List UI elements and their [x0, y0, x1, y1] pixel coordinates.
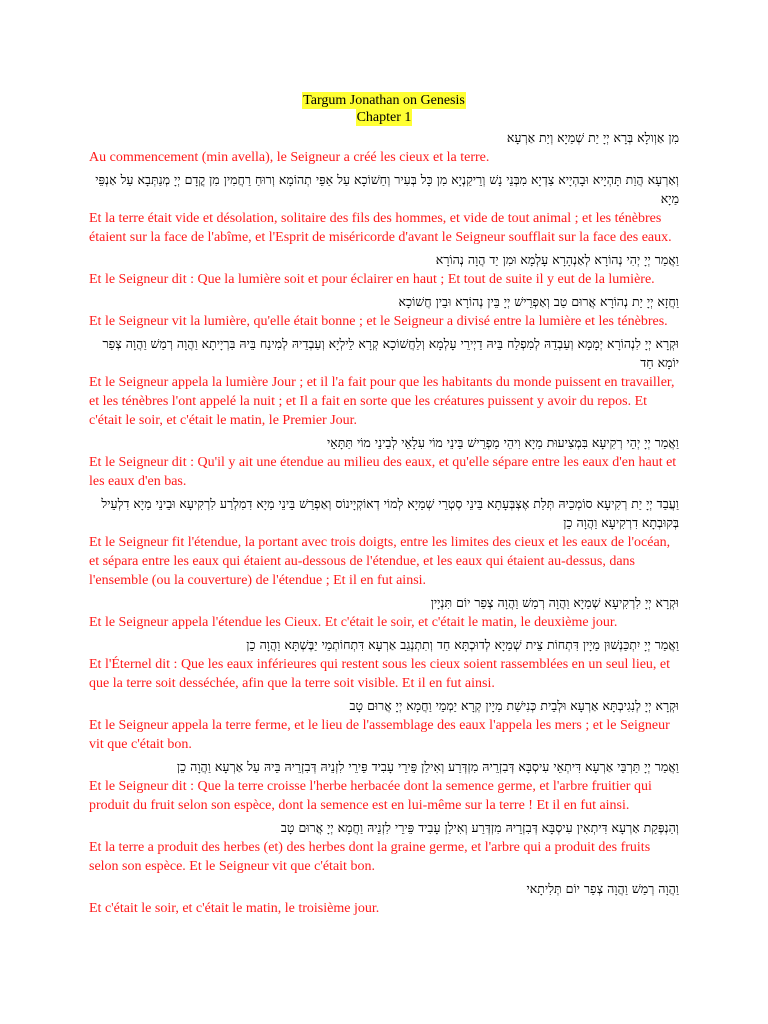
french-translation: Et le Seigneur fit l'étendue, la portant avec trois doigts, entre les limites des cieux et les eaux de l'océan, et sépara entre les eaux qui étaient au-dessous de l'étendue, et les eaux qui étaient au-dessus, dans l'ensemble (ou la couverture) de l'étendue ; Et il en fut ainsi. — [89, 535, 671, 588]
verse-11 — [89, 757, 679, 815]
french-translation: Et le Seigneur dit : Qu'il y ait une étendue au milieu des eaux, et qu'elle sépare entre les eaux d'en haut et les eaux d'en bas. — [89, 455, 677, 489]
verse-list — [89, 128, 679, 918]
verse-10 — [89, 696, 679, 754]
french-translation: Et l'Éternel dit : Que les eaux inférieures qui restent sous les cieux soient rassemblées en un seul lieu, et que la terre soit desséchée, afin que la terre soit visible. Et il en fut ainsi. — [89, 657, 671, 691]
aramaic-text: וַהֲוָה רְמַשׁ וַהֲוָה צְפַר יוֹם תְּלִיתָאי — [526, 881, 679, 896]
aramaic-text: וּקְרָא יְיָ לְנִגִיבְתָּא אַרְעָא וּלְבֵית כְּנִישַׁת מַיָין קְרָא יַמְמֵי וַחֲמָא יְיָ אֲרוּם טָב — [349, 698, 679, 713]
chapter-heading: Chapter 1 — [356, 110, 412, 125]
aramaic-text: וַאֲמַר יְיָ תַּרְבֵּי אַרְעָא דִּיתְאֵי עִיסְבָּא דְּבִזְרֵיהּ מִזְדְּרַע וְאִילַן פֵּירֵי עָבִיד פֵּירֵי לִזְנֵיהּ דְּבִזְרֵיהּ בֵּיהּ עַל אַרְעָא וַהֲוָה כֵן — [176, 759, 679, 774]
aramaic-text: מִן אַוְולָא בְּרָא יְיָ יַת שְׁמַיָא וְיַת אַרְעָא — [506, 130, 679, 145]
french-translation: Et le Seigneur dit : Que la lumière soit et pour éclairer en haut ; Et tout de suite il y eut de la lumière. — [89, 272, 655, 287]
verse-8 — [89, 593, 679, 632]
verse-4 — [89, 292, 679, 331]
aramaic-text: וַאֲמַר יְיָ יְהִי נְהוֹרָא לְאַנְהָרָא עָלְמָא וּמִן יַד הֲוָה נְהוֹרָא — [435, 252, 679, 267]
french-translation: Et la terre a produit des herbes (et) des herbes dont la graine germe, et l'arbre qui a produit des fruits selon son espèce. Et le Seigneur vit que c'était bon. — [89, 840, 651, 874]
document-page — [89, 92, 679, 921]
french-translation: Et le Seigneur dit : Que la terre croisse l'herbe herbacée dont la semence germe, et l'arbre fruitier qui produit du fruit selon son espèce, dont la semence est en lui-même sur la terre ! Et il en fut ainsi. — [89, 779, 652, 813]
verse-3 — [89, 250, 679, 289]
french-translation: Et le Seigneur appela la terre ferme, et le lieu de l'assemblage des eaux l'appela les mers ; et le Seigneur vit que c'était bon. — [89, 718, 670, 752]
french-translation: Et le Seigneur vit la lumière, qu'elle était bonne ; et le Seigneur a divisé entre la lumière et les ténèbres. — [89, 314, 668, 329]
aramaic-text: וַאֲמַר יְיָ יִתְכַּנְשׁוּן מַיָין דִּתְחוֹת צֵית שְׁמַיָא לְדוּכְתָּא חַד וְתִתְנְגֵב אַרְעָא דִּתְחוֹתְמֵי יַבֶּשְׁתָּא וַהֲוָה כֵן — [246, 637, 679, 652]
document-title: Targum Jonathan on Genesis — [303, 93, 465, 108]
verse-2 — [89, 170, 679, 247]
aramaic-text: וְאַרְעָא הֲוַת תָּהְיָיא וּבָהְיָיא צַדְיָא מִבְּנֵי נָשׁ וְרֵיקַנְיָא מִן כָּל בְּעִיר וְחַשׁוֹכָא עַל אַפֵּי תְהוֹמָא וְרוּחַ רַחֲמִין מִן קֳדָם יְיָ מְנַתְּבָא עַל אַנְפֵּי מַיָא — [95, 172, 679, 206]
french-translation: Au commencement (min avella), le Seigneur a créé les cieux et la terre. — [89, 150, 490, 165]
french-translation: Et c'était le soir, et c'était le matin, le troisième jour. — [89, 901, 380, 916]
aramaic-text: וַעֲבַד יְיָ יַת רְקִיעָא סוֹמְכֵיהּ תְּלַת אֶצְבְּעָתָא בֵּינֵי סְטְרֵי שְׁמַיָא לְמוֹי דְאוֹקְיָינוֹס וְאַפְרֵשׁ בֵּינֵי מַיָא דִמִלְרַע לִרְקִיעָא וּבֵינֵי מַיָא דִלְעֵיל בְּקוּבְתָא דִרְקִיעָא וַהֲוָה כֵן — [101, 496, 679, 530]
verse-7 — [89, 494, 679, 590]
aramaic-text: וּקְרָא יְיָ לִנְהוֹרָא יְמָמָא וְעַבְדֵהּ לְמִפְלַח בֵּיהּ דַיְירֵי עָלְמָא וְלַחֲשׁוֹכָא קְרָא לֵילְיָא וְעַבְדֵיהּ לְמִינַח בֵּיהּ בִּרְיָיתָא וַהֲוָה רְמַשׁ וַהֲוָה צְפַר יוֹמָא חַד — [102, 336, 679, 370]
aramaic-text: וַאֲמַר יְיָ יְהֵי רְקִיעָא בִּמְצִיעוּת מַיָא וִיהֵי מַפְרֵישׁ בֵּינֵי מוֹי עִלָאֵי לְבֵינֵי מוֹי תַּתָּאֵי — [326, 435, 679, 450]
french-translation: Et le Seigneur appela la lumière Jour ; et il l'a fait pour que les habitants du monde puissent en travailler, et les ténèbres l'ont appelé la nuit ; et Il a fait en sorte que les créatures puissent y avoir du repos. Et c'était le soir, et c'était le matin, le Premier Jour. — [89, 375, 675, 428]
title-block — [89, 92, 679, 126]
verse-13 — [89, 879, 679, 918]
verse-5 — [89, 334, 679, 430]
french-translation: Et le Seigneur appela l'étendue les Cieux. Et c'était le soir, et c'était le matin, le deuxième jour. — [89, 615, 618, 630]
verse-9 — [89, 635, 679, 693]
aramaic-text: וְהַנְפְּקַת אַרְעָא דִּיתְאִין עִיסְבָּא דְּבִזְרֵיהּ מִזְדְּרַע וְאִילַן עָבִיד פֵּירֵי לִזְנֵיהּ וַחֲמָא יְיָ אֲרוּם טָב — [280, 820, 679, 835]
aramaic-text: וּקְרָא יְיָ לִרְקִיעָא שְׁמַיָא וַהֲוָה רְמַשׁ וַהֲוָה צְפַר יוֹם תִּנְיָין — [430, 595, 679, 610]
french-translation: Et la terre était vide et désolation, solitaire des fils des hommes, et vide de tout animal ; et les ténèbres étaient sur la face de l'abîme, et l'Esprit de miséricorde d'avant le Seigneur soufflait sur la face des eaux. — [89, 211, 672, 245]
verse-6 — [89, 433, 679, 491]
aramaic-text: וַחֲזָא יְיָ יַת נְהוֹרָא אֲרוּם טַב וְאַפְרֵישׁ יְיָ בֵּין נְהוֹרָא וּבֵין חֲשׁוֹכָא — [398, 294, 679, 309]
verse-12 — [89, 818, 679, 876]
verse-1 — [89, 128, 679, 167]
